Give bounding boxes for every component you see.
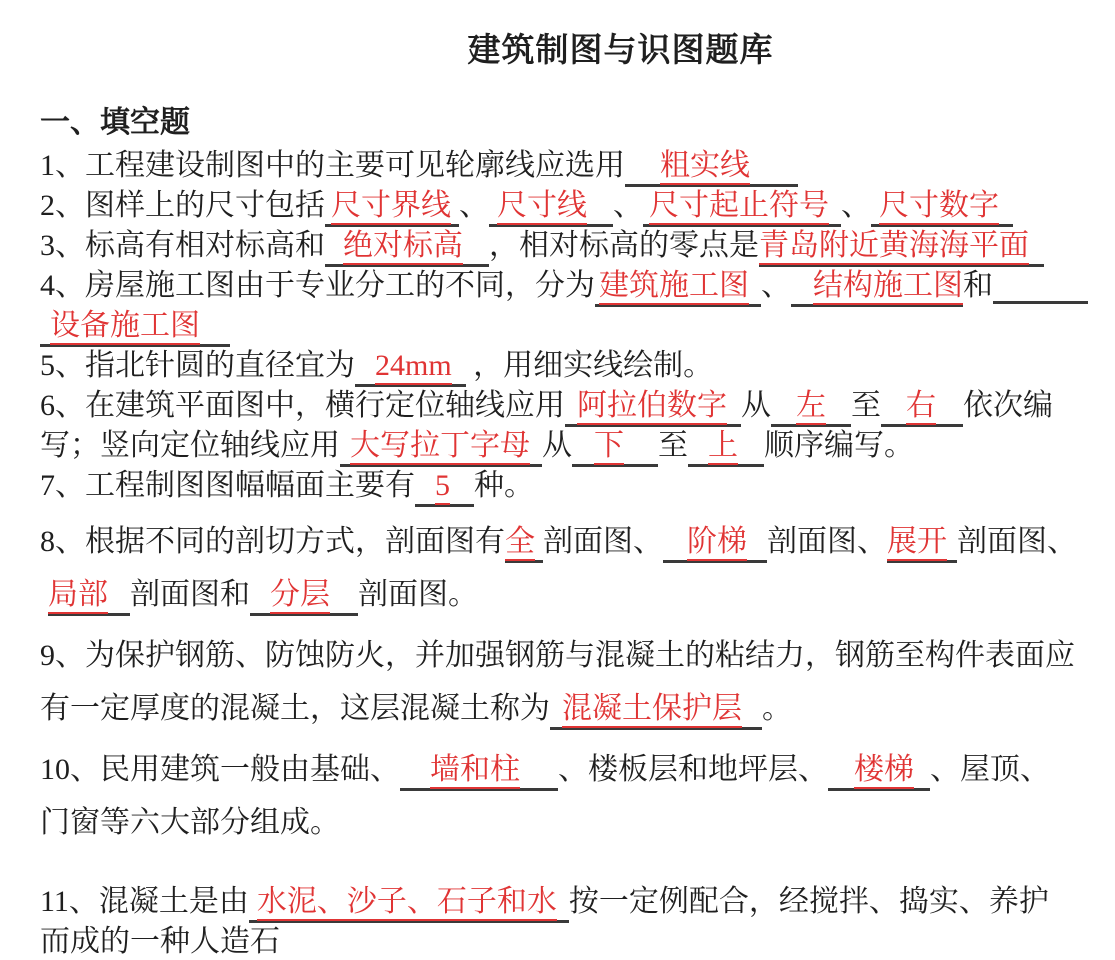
question-2 — [40, 187, 1091, 227]
question-4 — [40, 267, 1091, 347]
blank-answer-text: 墙和柱 — [430, 753, 520, 789]
page-title: 建筑制图与识图题库 — [467, 31, 774, 68]
text-run: 剖面图、 — [767, 525, 887, 558]
text-run: 剖面图和 — [130, 578, 250, 611]
text-run: 、屋顶、 — [930, 753, 1050, 786]
answer-blank — [340, 429, 542, 467]
blank-answer-text: 24mm — [375, 349, 452, 385]
text-run: 、 — [459, 189, 489, 222]
text-run: 门窗等六大部分组成。 — [40, 806, 340, 839]
answer-blank — [887, 525, 957, 563]
blank-answer-text: 建筑施工图 — [599, 269, 749, 305]
answer-blank — [993, 269, 1088, 304]
blank-answer-text: 阶梯 — [687, 525, 747, 561]
answer-blank — [572, 429, 658, 467]
text-run: 2、图样上的尺寸包括 — [40, 189, 325, 222]
text-run: 剖面图、 — [543, 525, 663, 558]
answer-blank — [250, 578, 358, 616]
blank-answer-text: 5 — [435, 469, 450, 505]
answer-blank — [48, 578, 130, 616]
answer-blank — [625, 149, 798, 187]
question-9 — [40, 629, 1091, 735]
text-run: 和 — [963, 269, 993, 302]
answer-blank — [489, 189, 613, 227]
text-run: 8、根据不同的剖切方式，剖面图有 — [40, 525, 505, 558]
text-run: ，相对标高的零点是 — [489, 229, 759, 262]
question-line — [40, 347, 1091, 387]
answer-blank — [325, 229, 489, 267]
question-6 — [40, 387, 1091, 467]
blank-answer-text: 尺寸起止符号 — [649, 189, 829, 225]
question-line — [40, 267, 1091, 307]
blank-answer-text: 局部 — [48, 578, 108, 614]
answer-blank — [643, 189, 841, 227]
text-run: 至 — [658, 429, 688, 462]
answer-blank — [565, 389, 741, 427]
answer-blank — [595, 269, 761, 307]
text-run: 7、工程制图图幅幅面主要有 — [40, 469, 415, 502]
answer-blank — [828, 753, 930, 791]
text-run: 顺序编写。 — [764, 429, 914, 462]
question-7 — [40, 467, 1091, 507]
blank-answer-text: 全 — [505, 525, 535, 561]
blank-answer-text: 展开 — [887, 525, 947, 561]
question-line — [40, 227, 1091, 267]
blank-answer-text: 结构施工图 — [813, 269, 963, 305]
text-run: 按一定例配合，经搅拌、捣实、养护 — [568, 885, 1049, 918]
question-line — [40, 743, 1091, 796]
question-10 — [40, 743, 1091, 849]
section-heading: 一、填空题 — [40, 106, 190, 139]
answer-blank — [40, 309, 230, 347]
text-run: 、楼板层和地坪层、 — [558, 753, 828, 786]
blank-answer-text: 水泥、沙子、石子和水 — [257, 885, 557, 921]
answer-blank — [505, 525, 543, 563]
blank-answer-text: 楼梯 — [854, 753, 914, 789]
text-run: 写；竖向定位轴线应用 — [40, 429, 340, 462]
blank-answer-text: 混凝土保护层 — [562, 692, 742, 728]
answer-blank — [771, 389, 851, 427]
text-run: 至 — [851, 389, 881, 422]
answer-blank — [400, 753, 558, 791]
text-run: 11、混凝土是由 — [40, 885, 249, 918]
blank-answer-text: 绝对标高 — [343, 229, 463, 265]
answer-blank — [550, 692, 762, 730]
question-line — [40, 147, 1091, 187]
blank-answer-text: 尺寸线 — [497, 189, 587, 225]
text-run: 剖面图、 — [957, 525, 1077, 558]
answer-blank — [415, 469, 474, 507]
blank-answer-text: 粗实线 — [660, 149, 750, 185]
question-8 — [40, 515, 1091, 621]
question-line — [40, 568, 1091, 621]
blank-answer-text: 右 — [906, 389, 936, 425]
blank-answer-text: 阿拉伯数字 — [577, 389, 727, 425]
blank-answer-text: 上 — [708, 429, 738, 465]
text-run: 3、标高有相对标高和 — [40, 229, 325, 262]
answer-blank — [663, 525, 767, 563]
question-line — [40, 629, 1091, 682]
question-line — [40, 883, 1091, 923]
question-3 — [40, 227, 1091, 267]
answer-blank — [249, 885, 569, 923]
blank-answer-text: 设备施工图 — [50, 309, 200, 345]
question-line — [40, 387, 1091, 427]
question-line — [40, 427, 1091, 467]
question-line — [40, 796, 1091, 849]
text-run: 而成的一种人造石 — [40, 925, 280, 958]
text-run: 4、房屋施工图由于专业分工的不同，分为 — [40, 269, 595, 302]
blank-answer-text: 大写拉丁字母 — [350, 429, 530, 465]
text-run: 1、工程建设制图中的主要可见轮廓线应选用 — [40, 149, 625, 182]
text-run: 。 — [762, 692, 792, 725]
text-run: 、 — [613, 189, 643, 222]
questions — [40, 147, 1091, 960]
blank-answer-text: 尺寸界线 — [331, 189, 451, 225]
text-run: 从 — [741, 389, 771, 422]
blank-answer-text: 下 — [594, 429, 624, 465]
question-line — [40, 187, 1091, 227]
question-1 — [40, 147, 1091, 187]
text-run: 5、指北针圆的直径宜为 — [40, 349, 355, 382]
answer-blank — [759, 229, 1044, 267]
answer-blank — [871, 189, 1013, 227]
question-line — [40, 307, 1091, 347]
question-line — [40, 923, 1091, 960]
text-run: 从 — [542, 429, 572, 462]
text-run: 、 — [761, 269, 791, 302]
answer-blank — [791, 269, 963, 307]
answer-blank — [355, 349, 466, 387]
answer-blank — [325, 189, 459, 227]
text-run: 有一定厚度的混凝土，这层混凝土称为 — [40, 692, 550, 725]
text-run: 剖面图。 — [358, 578, 478, 611]
blank-answer-text: 分层 — [270, 578, 330, 614]
blank-answer-text: 尺寸数字 — [879, 189, 999, 225]
text-run: 6、在建筑平面图中，横行定位轴线应用 — [40, 389, 565, 422]
text-run: 、 — [841, 189, 871, 222]
text-run: 9、为保护钢筋、防蚀防火，并加强钢筋与混凝土的粘结力，钢筋至构件表面应 — [40, 639, 1075, 672]
blank-answer-text: 青岛附近黄海海平面 — [759, 229, 1029, 265]
question-line — [40, 467, 1091, 507]
text-run: ，用细实线绘制。 — [465, 349, 714, 382]
question-line — [40, 515, 1091, 568]
text-run: 依次编 — [963, 389, 1053, 422]
answer-blank — [688, 429, 764, 467]
blank-answer-text: 左 — [796, 389, 826, 425]
question-5 — [40, 347, 1091, 387]
answer-blank — [881, 389, 963, 427]
text-run: 10、民用建筑一般由基础、 — [40, 753, 400, 786]
question-11 — [40, 883, 1091, 960]
question-line — [40, 682, 1091, 735]
text-run: 种。 — [474, 469, 534, 502]
